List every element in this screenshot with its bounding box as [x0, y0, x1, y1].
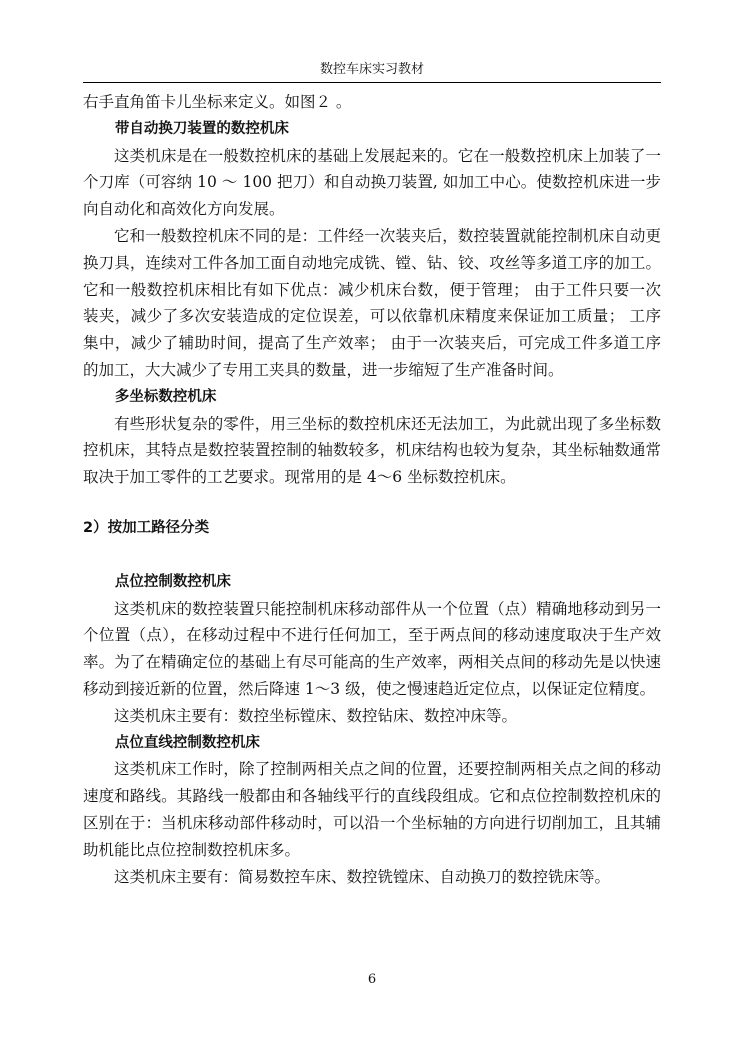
paragraph-point-control-1: 这类机床的数控装置只能控制机床移动部件从一个位置（点）精确地移动到另一个位置（点），在移动过程中不进行任何加工，至于两点间的移动速度取决于生产效率。为了在精确定位的基础上有尽可能高的生产效率，两相关点间的移动先是以快速移动到接近新的位置，然后降速 1～3 级，使之慢速趋近定位点，以保证定位精度。 — [83, 599, 661, 698]
spacer — [83, 491, 661, 515]
heading-atc-machine: 带自动换刀装置的数控机床 — [114, 120, 289, 137]
paragraph-atc-1: 这类机床是在一般数控机床的基础上发展起来的。它在一般数控机床上加装了一个刀库（可容纳 10 ～ 100 把刀）和自动换刀装置, 如加工中心。使数控机床进一步向自动化和高效化方向发展。 — [83, 146, 661, 219]
spacer — [83, 542, 661, 569]
paragraph-point-line-2: 这类机床主要有：简易数控车床、数控铣镗床、自动换刀的数控铣床等。 — [114, 867, 611, 886]
paragraph-point-line-1: 这类机床工作时，除了控制两相关点之间的位置，还要控制两相关点之间的移动速度和路线。其路线一般都由和各轴线平行的直线段组成。它和点位控制数控机床的区别在于：当机床移动部件移动时，可以沿一个坐标轴的方向进行切削加工，且其辅助机能比点位控制数控机床多。 — [83, 760, 661, 859]
heading-point-line-control-machine: 点位直线控制数控机床 — [114, 734, 260, 751]
paragraph-multi-axis: 有些形状复杂的零件，用三坐标的数控机床还无法加工，为此就出现了多坐标数控机床，其特点是数控装置控制的轴数较多，机床结构也较为复杂，其坐标轴数通常取决于加工零件的工艺要求。现常用的是 4～6 坐标数控机床。 — [83, 414, 661, 487]
heading-multi-axis-machine: 多坐标数控机床 — [114, 388, 217, 405]
body-text — [83, 89, 661, 890]
paragraph-intro: 右手直角笛卡儿坐标来定义。如图２ 。 — [83, 93, 352, 111]
heading-section-2: 2）按加工路径分类 — [83, 519, 210, 536]
running-header: 数控车床实习教材 — [319, 62, 424, 77]
paragraph-point-control-2: 这类机床主要有：数控坐标镗床、数控钻床、数控冲床等。 — [114, 706, 518, 725]
header-rule — [83, 82, 661, 83]
heading-point-control-machine: 点位控制数控机床 — [114, 573, 231, 590]
paragraph-atc-2: 它和一般数控机床不同的是：工件经一次装夹后，数控装置就能控制机床自动更换刀具，连续对工件各加工面自动地完成铣、镗、钻、铰、攻丝等多道工序的加工。它和一般数控机床相比有如下优点：减少机床台数，便于管理； 由于工件只要一次装夹，减少了多次安装造成的定位误差，可以依靠机床精度来保证加工质量； 工序集中，减少了辅助时间，提高了生产效率； 由于一次装夹后，可完成工件多道工序的加工，大大减少了专用工夹具的数量，进一步缩短了生产准备时间。 — [83, 226, 661, 379]
page-number: 6 — [367, 972, 377, 987]
